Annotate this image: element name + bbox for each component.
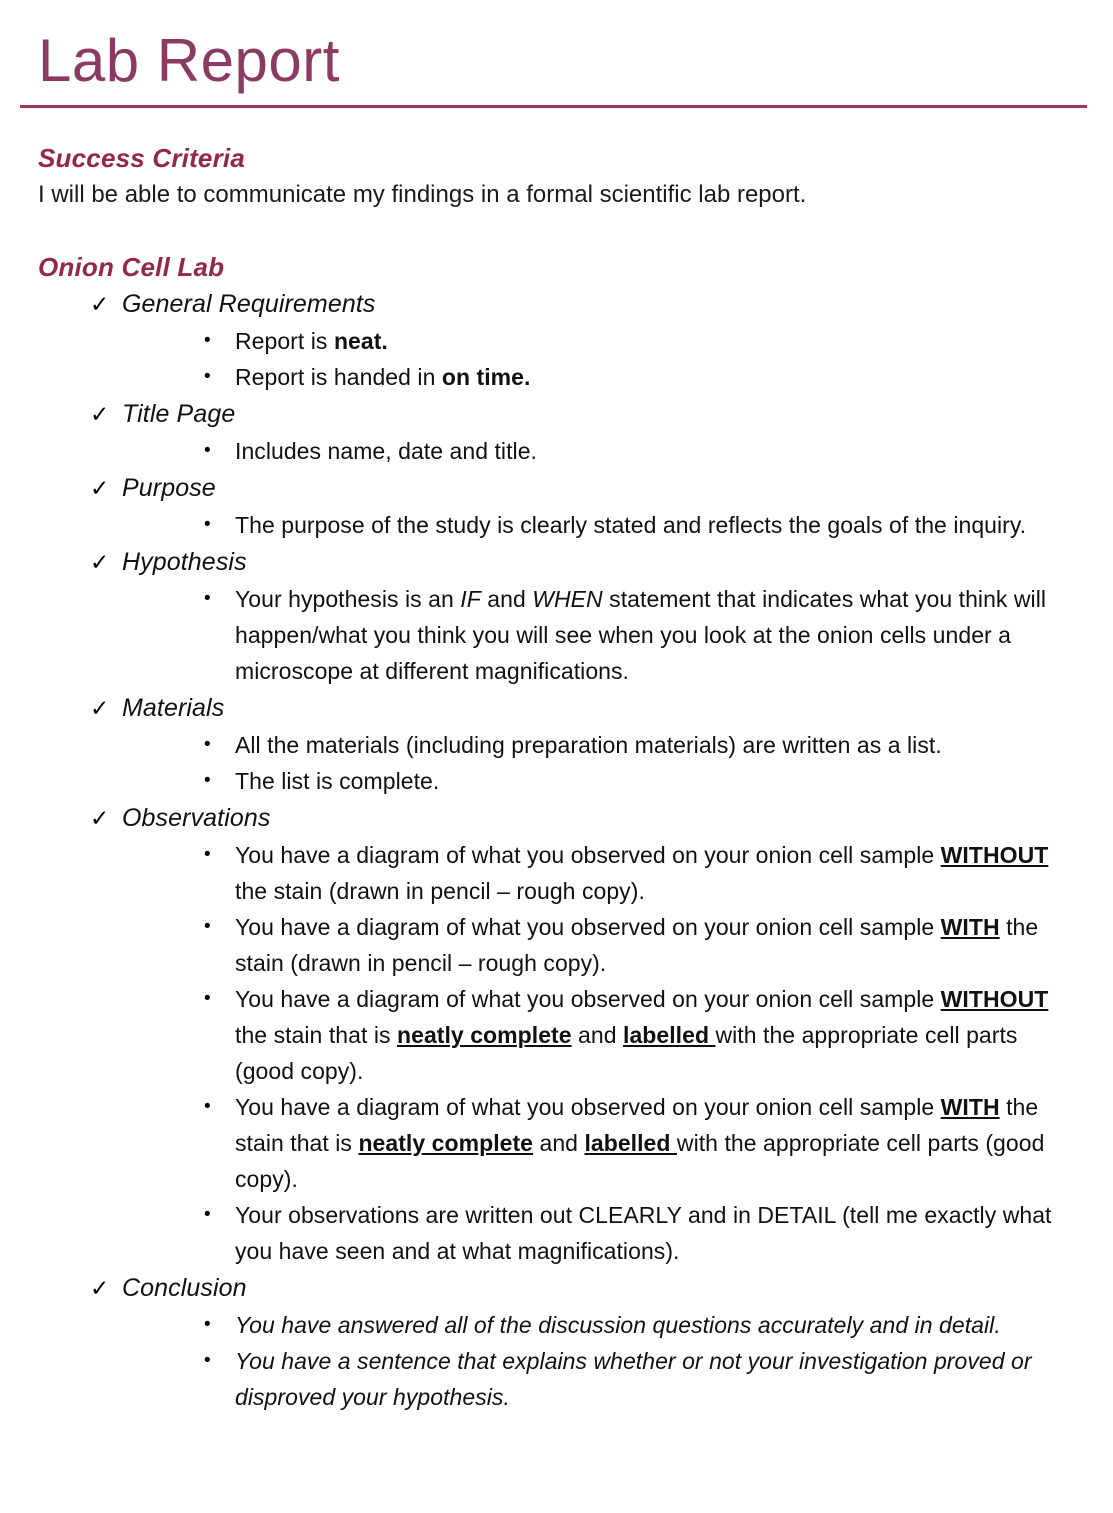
criteria-section-label: Purpose xyxy=(122,474,216,503)
criteria-item xyxy=(122,433,1113,469)
criteria-item-text: You have a diagram of what you observed on your onion cell sample WITH the stain that is neatly complete and labelled with the appropriate cell parts (good copy). xyxy=(235,1094,1045,1193)
criteria-item-text: You have a diagram of what you observed on your onion cell sample WITHOUT the stain (drawn in pencil – rough copy). xyxy=(235,842,1049,905)
criteria-section-label: Conclusion xyxy=(122,1274,247,1303)
criteria-section-label: General Requirements xyxy=(122,290,376,319)
criteria-item xyxy=(122,1089,1113,1197)
criteria-item-list xyxy=(122,507,1113,543)
success-criteria-text: I will be able to communicate my findings in a formal scientific lab report. xyxy=(38,180,807,208)
criteria-section xyxy=(0,689,1113,799)
criteria-item xyxy=(122,359,1113,395)
criteria-item xyxy=(122,323,1113,359)
criteria-item-text: You have answered all of the discussion questions accurately and in detail. xyxy=(235,1312,1001,1339)
criteria-item-list xyxy=(122,581,1113,689)
check-icon: ✓ xyxy=(90,695,110,722)
criteria-item-text: Your hypothesis is an IF and WHEN statement that indicates what you think will happen/what you think you will see when you look at the onion cells under a microscope at different magnifications. xyxy=(235,586,1047,685)
criteria-outline xyxy=(0,285,1113,1415)
criteria-section xyxy=(0,285,1113,395)
check-icon: ✓ xyxy=(90,549,110,576)
criteria-item-list xyxy=(122,837,1113,1269)
check-icon: ✓ xyxy=(90,401,110,428)
criteria-item xyxy=(122,909,1113,981)
check-icon: ✓ xyxy=(90,1275,110,1302)
criteria-section-label: Materials xyxy=(122,694,225,723)
success-criteria-section xyxy=(0,108,1113,175)
criteria-item xyxy=(122,581,1113,689)
criteria-item-text: Report is neat. xyxy=(235,328,388,355)
criteria-section xyxy=(0,469,1113,543)
criteria-section-label: Observations xyxy=(122,804,271,833)
success-criteria-heading: Success Criteria xyxy=(38,143,245,173)
bullet-icon: • xyxy=(204,1096,211,1118)
criteria-item-list xyxy=(122,727,1113,799)
bullet-icon: • xyxy=(204,1314,211,1336)
criteria-item xyxy=(122,1343,1113,1415)
criteria-item-text: All the materials (including preparation materials) are written as a list. xyxy=(235,732,942,759)
criteria-item-text: You have a diagram of what you observed on your onion cell sample WITHOUT the stain that is neatly complete and labelled with the appropriate cell parts (good copy). xyxy=(235,986,1049,1085)
criteria-item-text: You have a sentence that explains whether or not your investigation proved or disproved your hypothesis. xyxy=(235,1348,1032,1411)
criteria-item xyxy=(122,837,1113,909)
bullet-icon: • xyxy=(204,988,211,1010)
check-icon: ✓ xyxy=(90,475,110,502)
criteria-item xyxy=(122,981,1113,1089)
check-icon: ✓ xyxy=(90,805,110,832)
criteria-item-text: Report is handed in on time. xyxy=(235,364,531,391)
page-title: Lab Report xyxy=(38,27,340,94)
onion-cell-lab-heading: Onion Cell Lab xyxy=(38,251,225,282)
criteria-item-text: Your observations are written out CLEARLY and in DETAIL (tell me exactly what you have seen and at what magnifications). xyxy=(235,1202,1052,1265)
criteria-item-text: The purpose of the study is clearly stated and reflects the goals of the inquiry. xyxy=(235,512,1027,539)
criteria-item-text: You have a diagram of what you observed on your onion cell sample WITH the stain (drawn in pencil – rough copy). xyxy=(235,914,1039,977)
bullet-icon: • xyxy=(204,330,211,352)
bullet-icon: • xyxy=(204,1204,211,1226)
bullet-icon: • xyxy=(204,734,211,756)
criteria-item xyxy=(122,1197,1113,1269)
criteria-section xyxy=(0,543,1113,689)
criteria-item xyxy=(122,727,1113,763)
bullet-icon: • xyxy=(204,366,211,388)
bullet-icon: • xyxy=(204,440,211,462)
bullet-icon: • xyxy=(204,770,211,792)
bullet-icon: • xyxy=(204,844,211,866)
criteria-section xyxy=(0,1269,1113,1415)
criteria-item-list xyxy=(122,1307,1113,1415)
onion-cell-lab-section xyxy=(0,210,1113,284)
criteria-item xyxy=(122,507,1113,543)
bullet-icon: • xyxy=(204,916,211,938)
criteria-item-list xyxy=(122,323,1113,395)
criteria-item-text: The list is complete. xyxy=(235,768,440,795)
criteria-item-list xyxy=(122,433,1113,469)
criteria-section xyxy=(0,799,1113,1269)
criteria-item xyxy=(122,1307,1113,1343)
bullet-icon: • xyxy=(204,588,211,610)
criteria-section-label: Title Page xyxy=(122,400,236,429)
criteria-section xyxy=(0,395,1113,469)
criteria-section-label: Hypothesis xyxy=(122,548,247,577)
bullet-icon: • xyxy=(204,1350,211,1372)
criteria-item-text: Includes name, date and title. xyxy=(235,438,537,465)
criteria-item xyxy=(122,763,1113,799)
bullet-icon: • xyxy=(204,514,211,536)
check-icon: ✓ xyxy=(90,291,110,318)
